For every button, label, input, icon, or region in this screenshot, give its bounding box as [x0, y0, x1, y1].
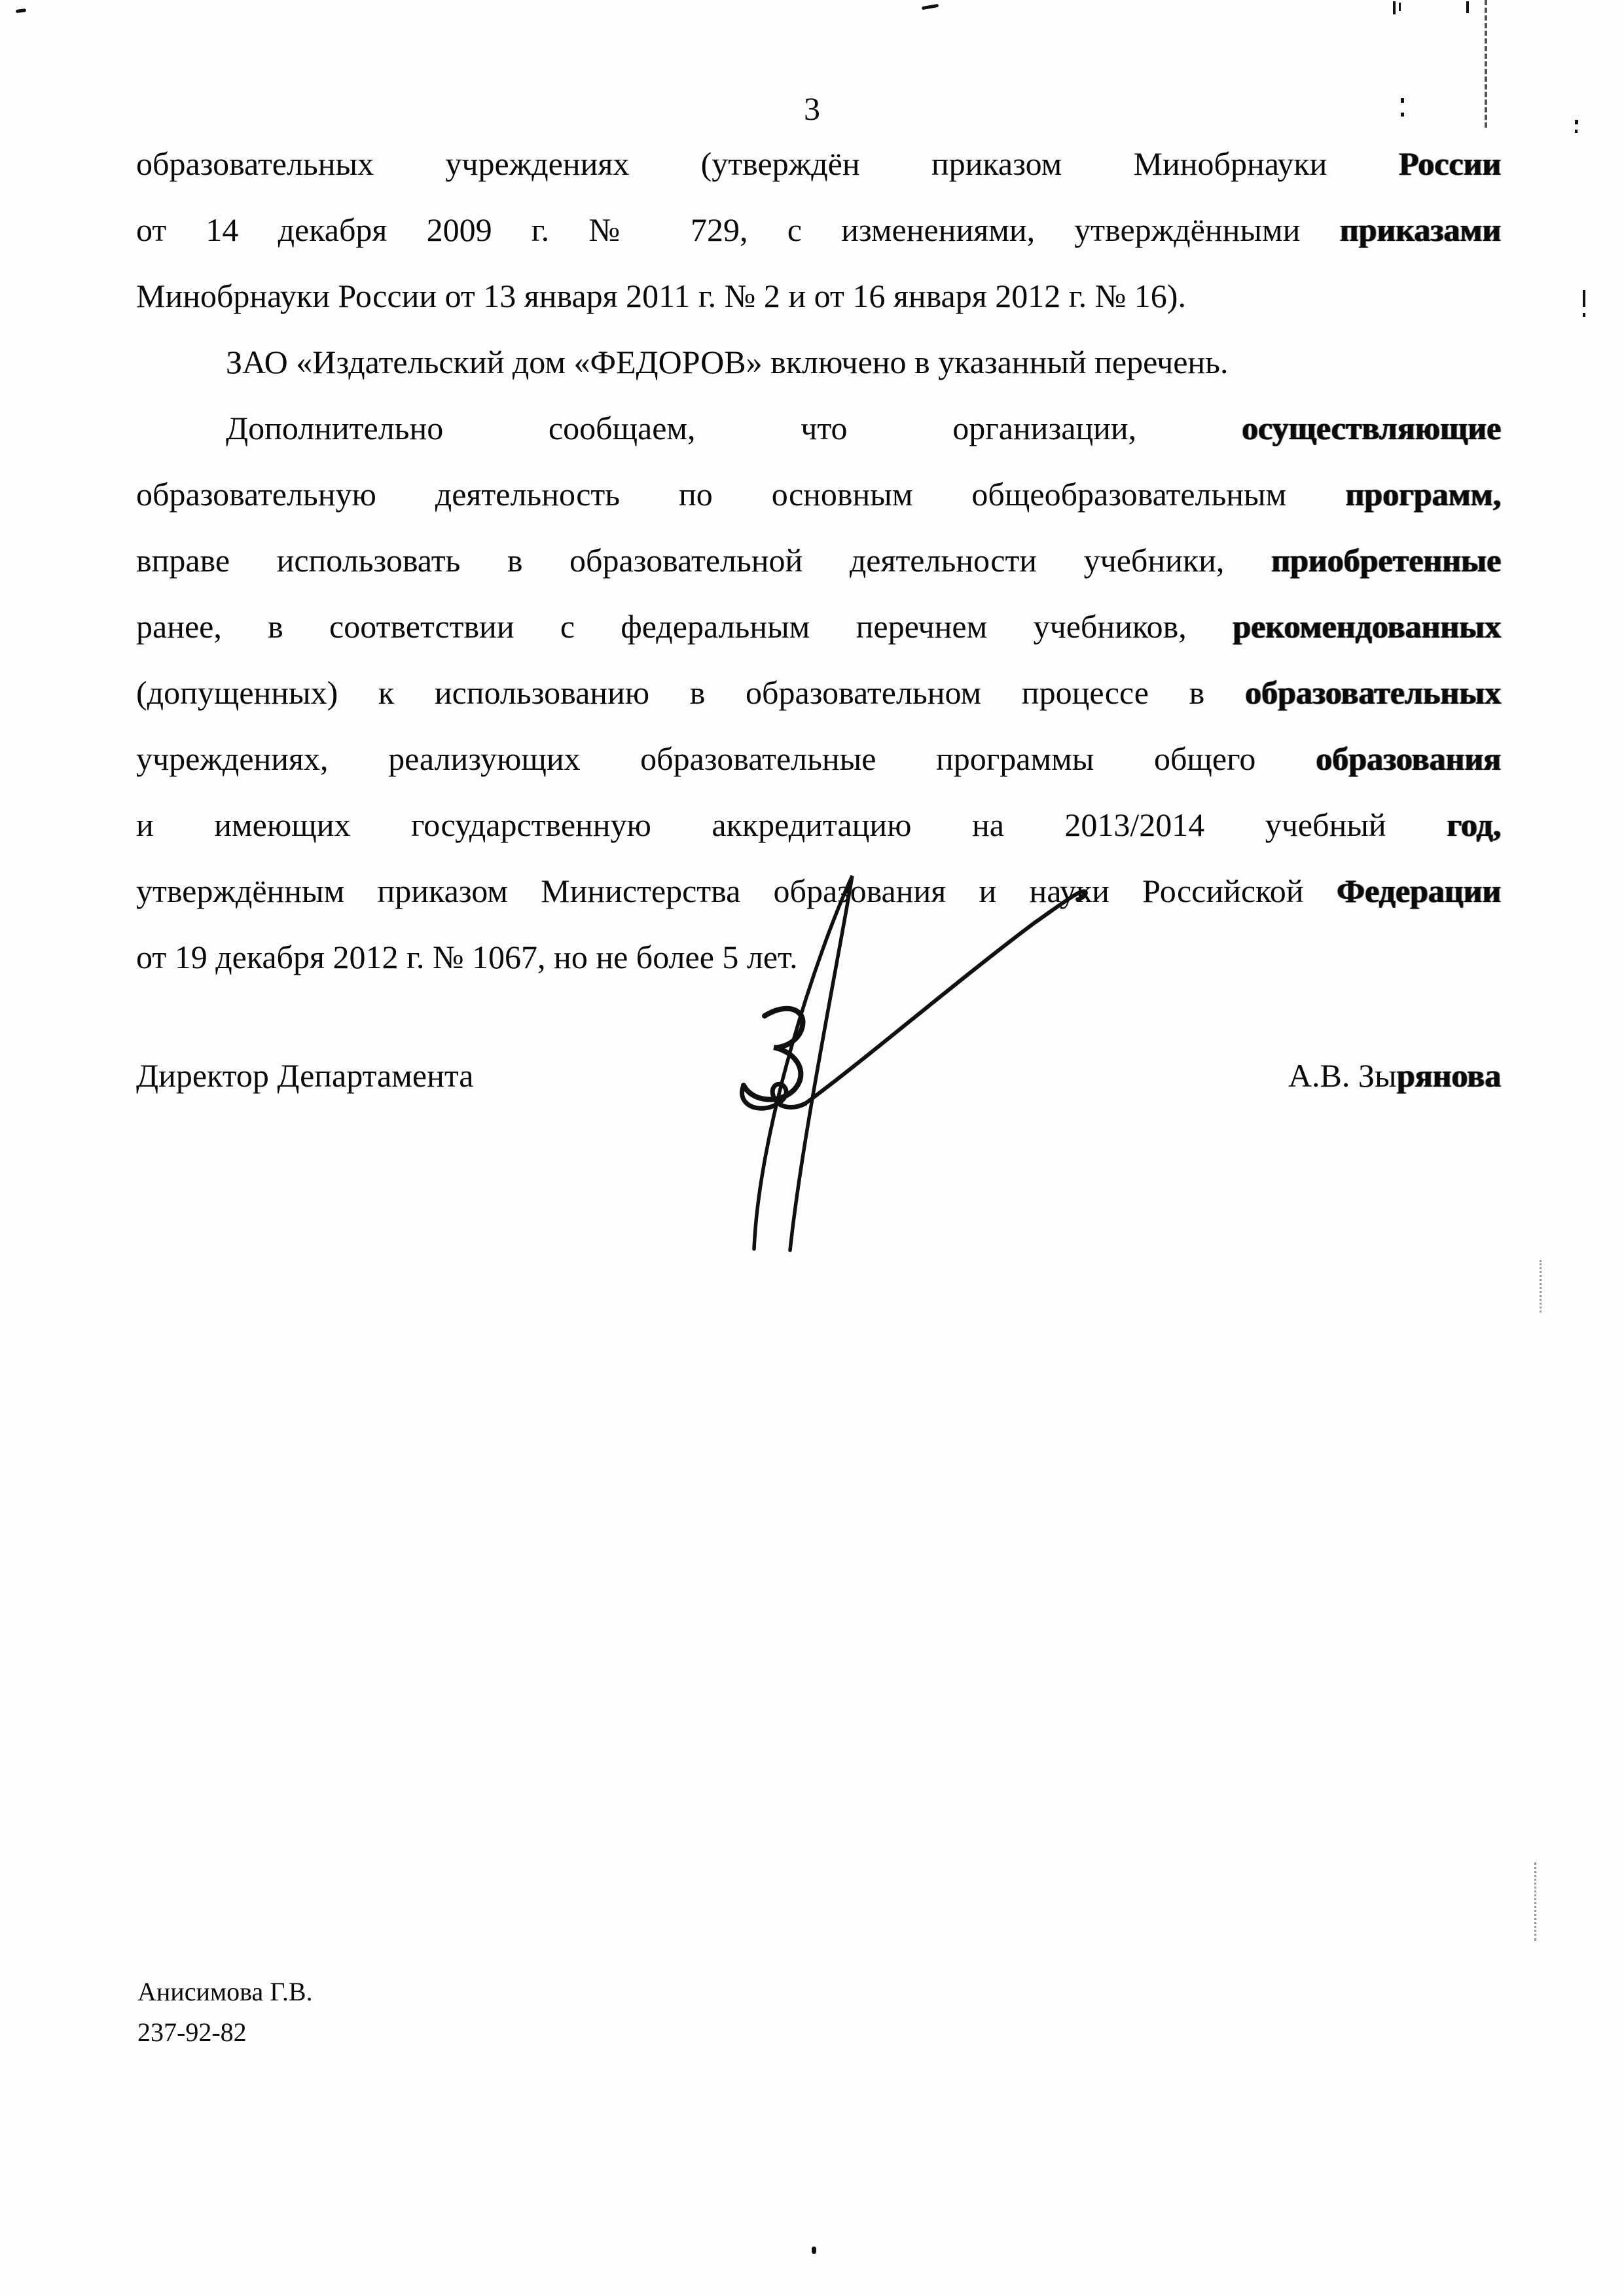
body-line: от 19 декабря 2012 г. № 1067, но не более 5 лет. — [136, 939, 798, 975]
signature-block — [136, 1055, 1501, 1096]
body-line: и имеющих государственную аккредитацию на 2013/2014 учебный год, — [136, 806, 1502, 843]
body-line: Минобрнауки России от 13 января 2011 г. № 2 и от 16 января 2012 г. № 16). — [136, 278, 1186, 314]
scan-artifact — [1534, 1862, 1536, 1941]
body-line: учреждениях, реализующих образовательные программы общего образования — [136, 740, 1501, 777]
scan-artifact — [1575, 130, 1578, 133]
signer-name: А.В. Зырянова — [1288, 1057, 1501, 1094]
body-line: от 14 декабря 2009 г. № 729, с изменениями, утверждёнными приказами — [136, 211, 1502, 248]
scan-artifact — [1575, 120, 1578, 124]
scan-artifact — [1485, 0, 1487, 128]
executor-phone: 237-92-82 — [137, 2017, 247, 2047]
body-line: (допущенных) к использованию в образовательном процессе в образовательных — [136, 674, 1502, 711]
scan-artifact — [1393, 1, 1396, 14]
scan-artifact — [1466, 1, 1469, 13]
body-line: ранее, в соответствии с федеральным перечнем учебников, рекомендованных — [136, 608, 1502, 645]
scan-artifact — [922, 4, 939, 10]
scan-artifact — [16, 9, 27, 13]
body-line: утверждённым приказом Министерства образования и науки Российской Федерации — [136, 873, 1502, 909]
body-line: образовательную деятельность по основным общеобразовательным программ, — [136, 476, 1501, 513]
page-number: 3 — [804, 90, 820, 127]
body-line: ЗАО «Издательский дом «ФЕДОРОВ» включено в указанный перечень. — [226, 344, 1229, 380]
scan-artifact — [1583, 290, 1585, 307]
body-line: вправе использовать в образовательной деятельности учебники, приобретенные — [136, 542, 1502, 579]
scan-artifact — [1399, 3, 1401, 11]
scan-artifact — [1401, 98, 1404, 103]
executor-name: Анисимова Г.В. — [137, 1977, 313, 2006]
scan-artifact — [1540, 1260, 1542, 1312]
signer-title: Директор Департамента — [136, 1057, 474, 1094]
body-line: Дополнительно сообщаем, что организации, осуществляющие — [226, 410, 1502, 446]
body-line: образовательных учреждениях (утверждён приказом Минобрнауки России — [136, 145, 1502, 182]
executor-block — [137, 1972, 313, 2053]
scan-artifact — [1401, 113, 1404, 117]
scan-artifact — [1583, 313, 1585, 317]
scan-artifact — [812, 2247, 816, 2254]
